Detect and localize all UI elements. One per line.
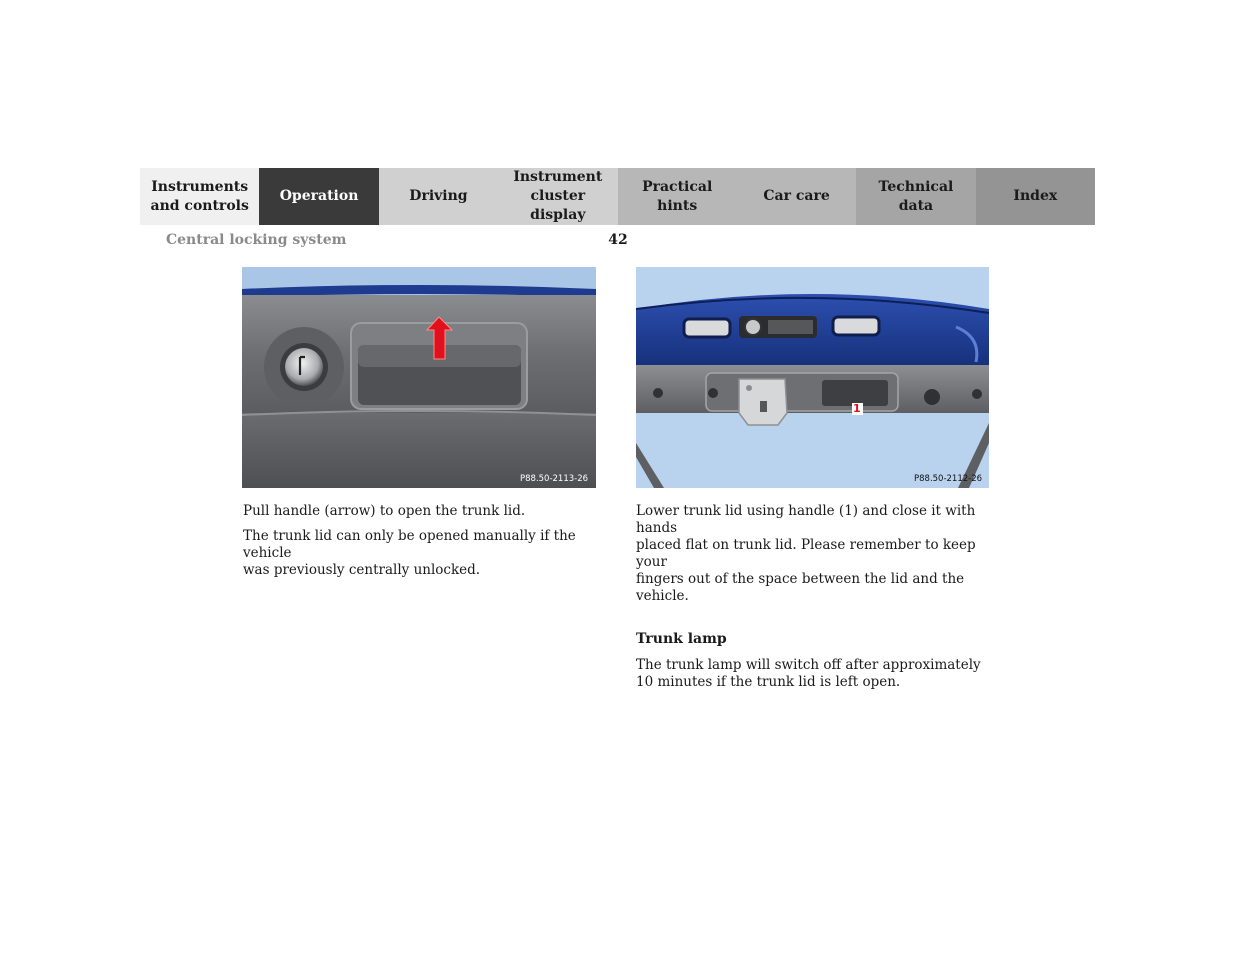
instruction-line: Lower trunk lid using handle (1) and close it with hands (636, 503, 976, 536)
trunk-lid-illustration (636, 267, 989, 488)
page-number: 42 (608, 232, 628, 248)
instruction-line: placed flat on trunk lid. Please remember to keep your (636, 537, 976, 570)
figure-code: P88.50-2112-26 (914, 474, 983, 484)
note-line: The trunk lid can only be opened manually if the vehicle (243, 528, 576, 561)
instruction-close-trunk (636, 503, 998, 605)
tab-operation[interactable]: Operation (259, 168, 378, 225)
figure-code: P88.50-2113-26 (520, 474, 589, 484)
note-line: The trunk lamp will switch off after approximately (636, 657, 981, 673)
right-column (636, 503, 998, 699)
tab-driving[interactable]: Driving (379, 168, 498, 225)
trunk-lamp-note (636, 657, 998, 691)
note-manual-opening (243, 528, 603, 579)
trunk-lamp-heading: Trunk lamp (636, 631, 727, 647)
tab-technical-data[interactable]: Technical data (856, 168, 975, 225)
callout-1: 1 (853, 402, 861, 415)
tab-instruments-and-controls[interactable]: Instruments and controls (140, 168, 259, 225)
left-column (243, 503, 603, 587)
note-line: 10 minutes if the trunk lid is left open. (636, 674, 901, 690)
tab-instrument-cluster-display[interactable]: Instrument cluster display (498, 168, 617, 225)
tab-index[interactable]: Index (976, 168, 1095, 225)
instruction-open-trunk: Pull handle (arrow) to open the trunk lid. (243, 503, 526, 519)
trunk-handle-drawing (242, 267, 596, 488)
tab-car-care[interactable]: Car care (737, 168, 856, 225)
trunk-handle-illustration (242, 267, 596, 488)
section-title: Central locking system (166, 232, 347, 248)
chapter-tabs (140, 168, 1095, 225)
trunk-lid-drawing (636, 267, 989, 488)
instruction-line: fingers out of the space between the lid and the vehicle. (636, 571, 965, 604)
tab-practical-hints[interactable]: Practical hints (618, 168, 737, 225)
note-line: was previously centrally unlocked. (243, 562, 481, 578)
